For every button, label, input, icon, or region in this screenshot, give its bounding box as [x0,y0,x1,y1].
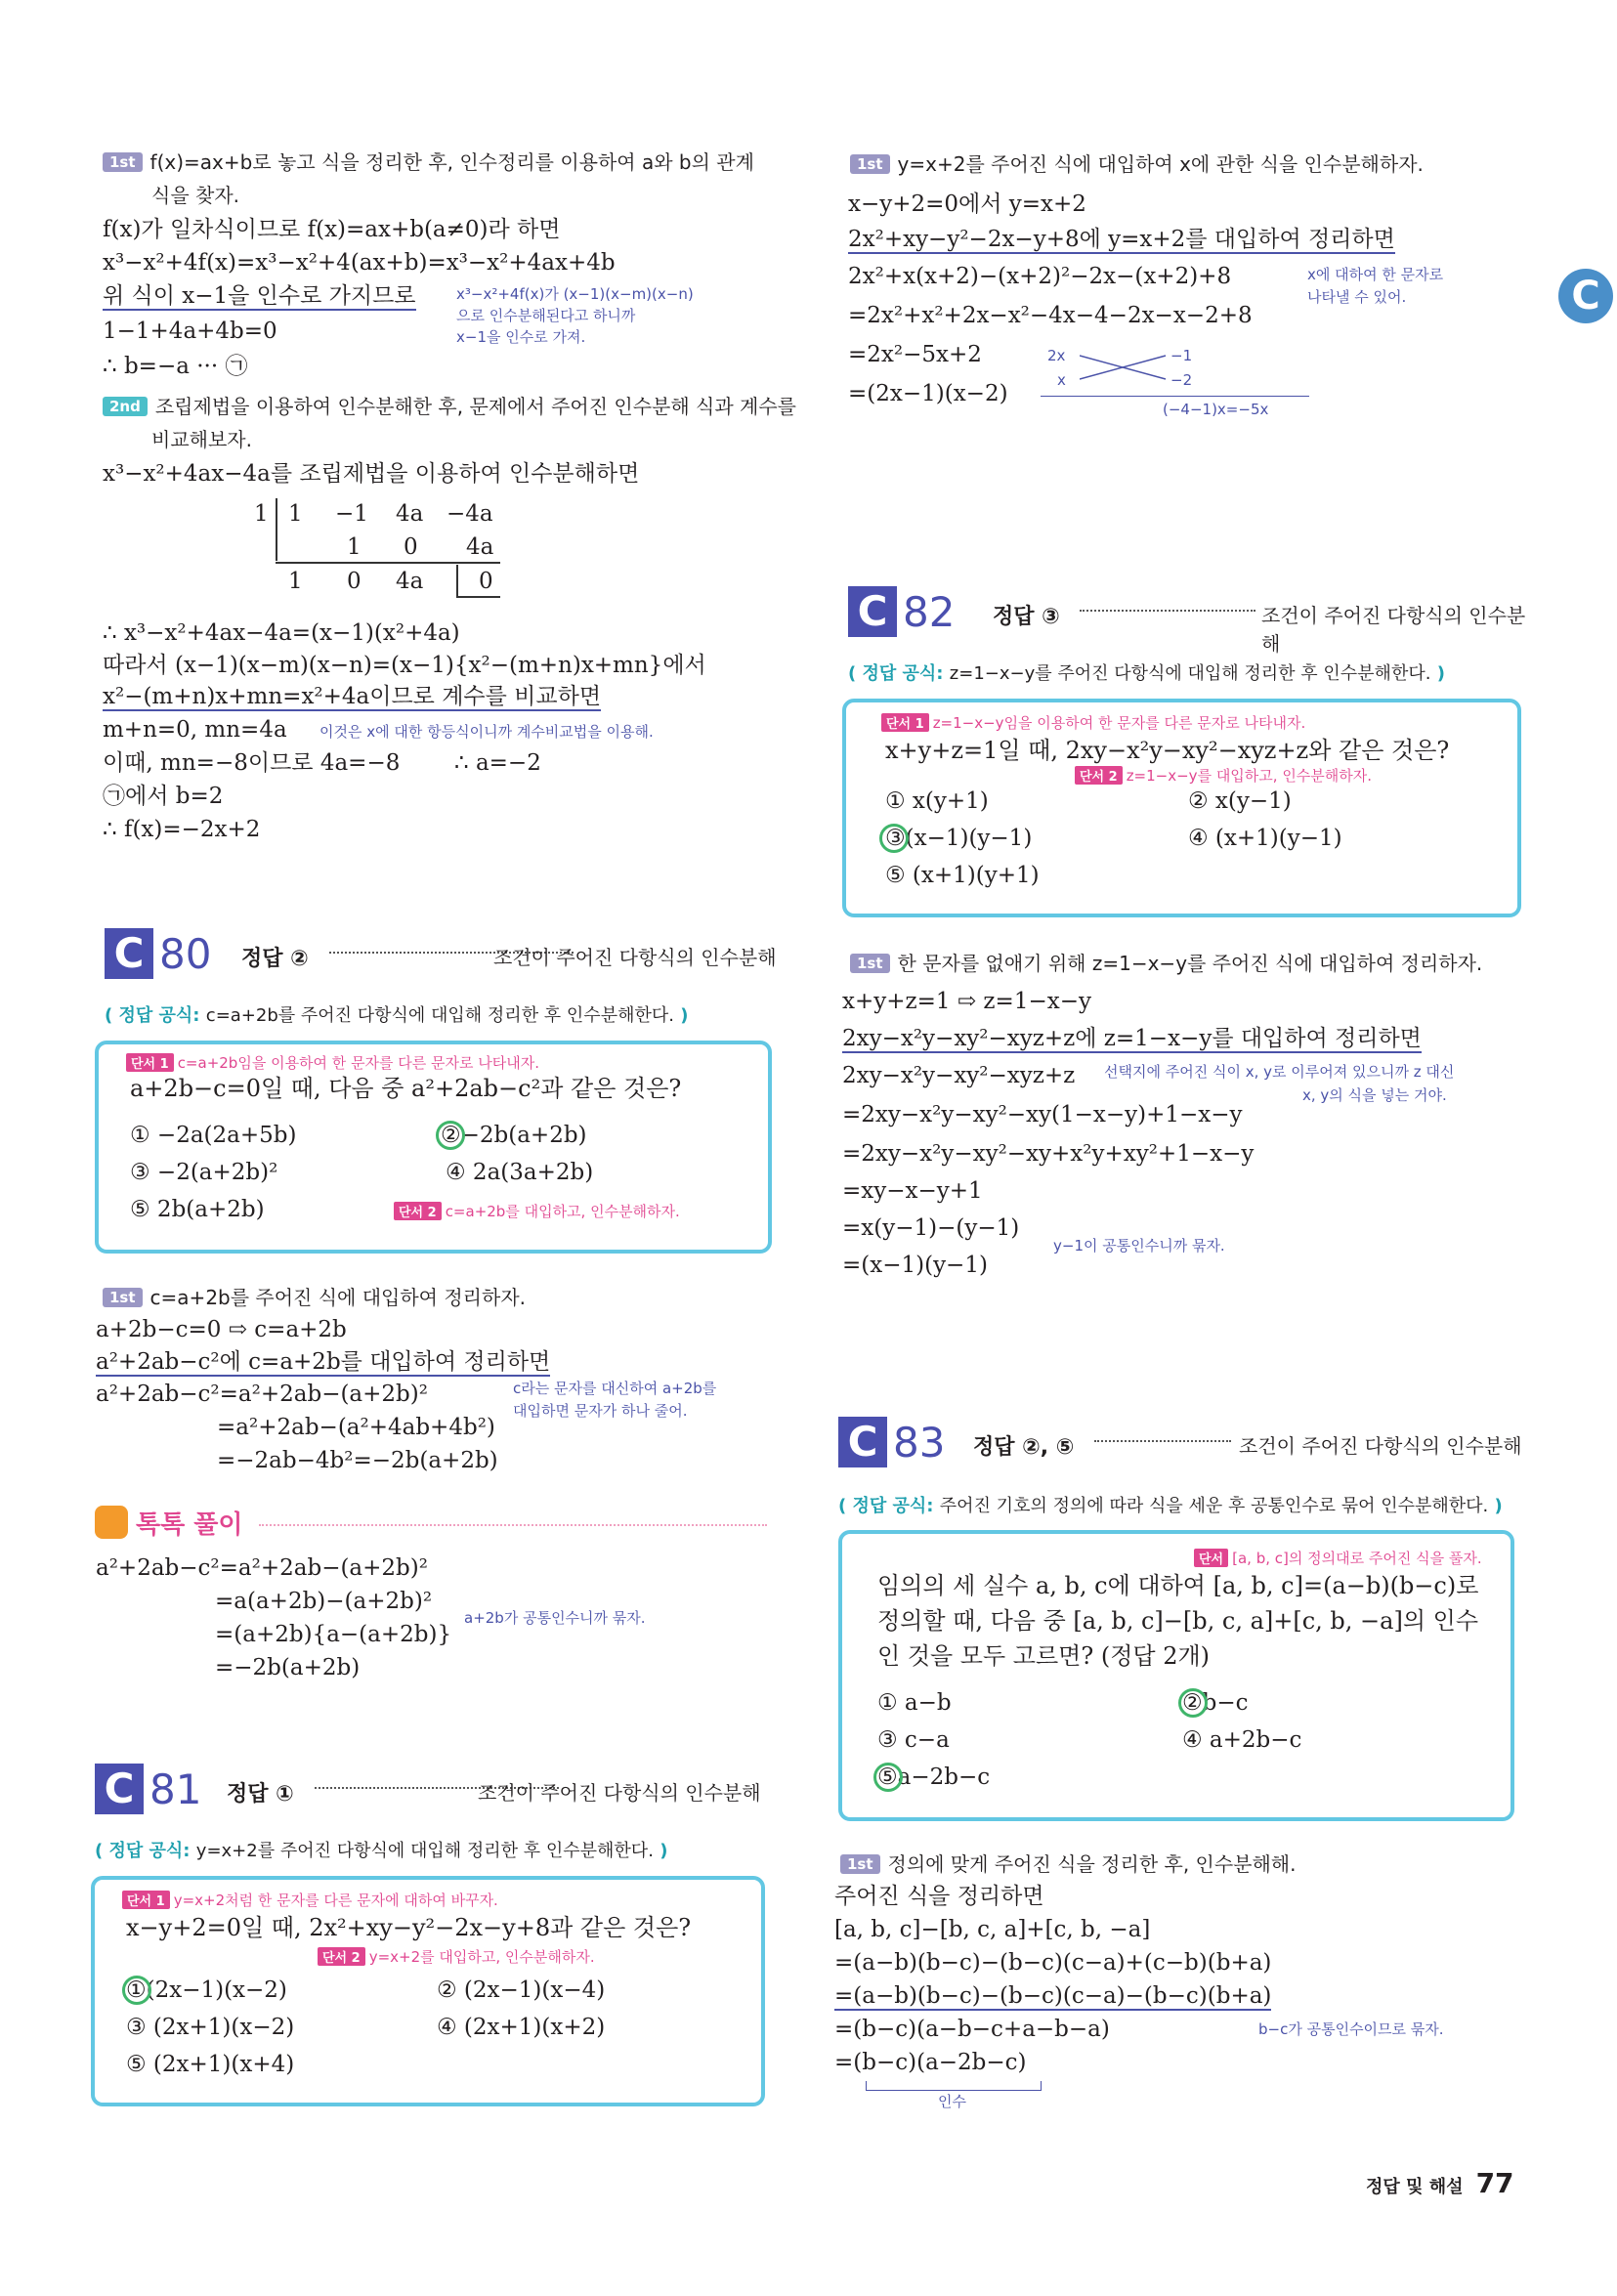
side-note: 나타낼 수 있어. [1307,288,1407,306]
choice: ① −2a(2a+5b) [130,1123,297,1148]
problem-80-header [105,928,779,983]
choice-correct: ②−2b(a+2b) [441,1123,587,1148]
step-badge: 1st [850,954,890,973]
choice: ③ (2x+1)(x−2) [126,2015,295,2040]
side-note: 이것은 x에 대한 항등식이니까 계수비교법을 이용해. [319,723,654,741]
problem-82-header [848,586,1532,656]
math-line: =2x²−5x+2 [848,342,982,367]
c-label: C [848,586,897,637]
synth-cell: 4a [466,534,494,560]
problem-83-box [838,1530,1514,1821]
side-note: x³−x²+4f(x)가 (x−1)(x−m)(x−n) [456,285,694,303]
question: x−y+2=0일 때, 2x²+xy−y²−2x−y+8과 같은 것은? [126,1914,692,1941]
synth-cell: 1 [347,534,362,560]
math-line: =(a−b)(b−c)−(b−c)(c−a)−(b−c)(b+a) [834,1983,1271,2011]
choice-correct: ③(x−1)(y−1) [885,826,1033,851]
math-line: =−2b(a+2b) [215,1655,361,1680]
math-line: 2xy−x²y−xy²−xyz+z [842,1063,1076,1088]
c-label: C [95,1764,144,1814]
side-note: a+2b가 공통인수니까 묶자. [464,1609,646,1627]
synth-cell: −1 [335,501,368,527]
solution-heading: 1st y=x+2를 주어진 식에 대입하여 x에 관한 식을 인수분해하자. [850,149,1424,177]
formula-note: ( 정답 공식: c=a+2b를 주어진 다항식에 대입해 정리한 후 인수분해한다. ) [105,1005,689,1026]
answer-circle [873,1763,903,1792]
formula-note: ( 정답 공식: z=1−x−y를 주어진 다항식에 대입해 정리한 후 인수분해한다. ) [848,663,1445,684]
math-line: =(b−c)(a−2b−c) [834,2050,1027,2075]
question: 임의의 세 실수 a, b, c에 대하여 [a, b, c]=(a−b)(b−c)로 [877,1572,1479,1599]
side-note: x, y의 식을 넣는 거야. [1302,1086,1447,1104]
answer: 정답 ② [241,947,309,971]
choice: ④ 2a(3a+2b) [446,1160,594,1185]
solution-heading: 1st 한 문자를 없애기 위해 z=1−x−y를 주어진 식에 대입하여 정리하자. [850,948,1482,976]
math-line: x+y+z=1 ⇨ z=1−x−y [842,989,1091,1014]
math-line: x³−x²+4f(x)=x³−x²+4(ax+b)=x³−x²+4ax+4b [103,250,616,276]
math-line: ∴ f(x)=−2x+2 [103,817,261,842]
synth-cell: 0 [479,569,493,594]
formula-note: ( 정답 공식: y=x+2를 주어진 다항식에 대입해 정리한 후 인수분해한다. ) [95,1841,668,1861]
topic: 조건이 주어진 다항식의 인수분해 [493,946,777,969]
math-line: =2xy−x²y−xy²−xy(1−x−y)+1−x−y [842,1102,1243,1127]
choice-correct: ⑤a−2b−c [877,1765,991,1790]
synth-cell: 4a [396,501,424,527]
step-badge: 1st [103,152,143,172]
problem-82-box [842,699,1521,917]
math-line: =a(a+2b)−(a+2b)² [215,1589,433,1614]
math-line: ㉠에서 b=2 [103,784,224,809]
step-badge: 2nd [103,397,148,416]
math-line: a²+2ab−c²에 c=a+2b를 대입하여 정리하면 [96,1349,550,1377]
step1-heading-cont: 식을 찾자. [151,184,239,207]
problem-number: 82 [903,588,956,636]
hint: 단서 2 c=a+2b를 대입하고, 인수분해하자. [394,1201,680,1221]
hint: 단서 [a, b, c]의 정의대로 주어진 식을 풀자. [1194,1548,1482,1568]
c-label: C [838,1417,887,1467]
problem-81-header [95,1764,779,1818]
math-line: =a²+2ab−(a²+4ab+4b²) [217,1415,495,1440]
synth-cell: 1 [288,569,303,594]
side-note: 선택지에 주어진 식이 x, y로 이루어져 있으니까 z 대신 [1104,1063,1455,1081]
math-line: m+n=0, mn=4a [103,717,287,743]
cross-result: (−4−1)x=−5x [1163,401,1269,418]
problem-83-header [838,1417,1522,1471]
cross-term: −1 [1170,347,1193,364]
synth-root: 1 [254,501,269,527]
question: a+2b−c=0일 때, 다음 중 a²+2ab−c²과 같은 것은? [130,1075,682,1102]
question: x+y+z=1일 때, 2xy−x²y−xy²−xyz+z와 같은 것은? [885,737,1450,764]
c-label: C [105,928,153,979]
choice: ⑤ (x+1)(y+1) [885,863,1040,888]
answer: 정답 ③ [993,605,1060,629]
factor-bracket [866,2081,1042,2091]
step-badge: 1st [840,1854,880,1874]
choice-correct: ②b−c [1182,1690,1249,1716]
math-line: f(x)가 일차식이므로 f(x)=ax+b(a≠0)라 하면 [103,217,561,242]
cross-term: −2 [1170,371,1193,389]
cross-term: 2x [1047,347,1066,364]
math-line: a+2b−c=0 ⇨ c=a+2b [96,1317,347,1342]
math-line: [a, b, c]−[b, c, a]+[c, b, −a] [834,1917,1151,1942]
math-line: 2x²+xy−y²−2x−y+8에 y=x+2를 대입하여 정리하면 [848,227,1395,254]
hint: 단서 2 y=x+2를 대입하고, 인수분해하자. [318,1946,595,1967]
math-line: 2x²+x(x+2)−(x+2)²−2x−(x+2)+8 [848,264,1232,289]
math-line: =2x²+x²+2x−x²−4x−4−2x−x−2+8 [848,303,1253,328]
topic: 조건이 주어진 다항식의 인수분해 [1239,1434,1522,1458]
side-note: c라는 문자를 대신하여 a+2b를 [513,1380,717,1397]
topic: 조건이 주어진 다항식의 인수분해 [478,1781,761,1805]
answer: 정답 ① [227,1782,294,1807]
cross-lines [1080,352,1168,383]
problem-number: 81 [149,1765,202,1813]
math-line: ∴ x³−x²+4ax−4a=(x−1)(x²+4a) [103,620,460,646]
math-line: 1−1+4a+4b=0 [103,319,277,344]
question: 인 것을 모두 고르면? (정답 2개) [877,1642,1211,1670]
side-note: y−1이 공통인수니까 묶자. [1053,1237,1225,1254]
problem-81-box [91,1876,765,2106]
side-note: 대입하면 문자가 하나 줄어. [513,1402,688,1420]
answer: 정답 ②, ⑤ [973,1435,1075,1460]
choice: ④ (x+1)(y−1) [1188,826,1342,851]
hint: 단서 1 c=a+2b임을 이용하여 한 문자를 다른 문자로 나타내자. [126,1052,539,1073]
math-line: 주어진 식을 정리하면 [834,1884,1044,1909]
answer-circle [1178,1688,1208,1718]
math-line: =(a+2b){a−(a+2b)} [215,1622,452,1647]
step2-heading: 2nd 조립제법을 이용하여 인수분해한 후, 문제에서 주어진 인수분해 식과 계수를 [103,391,796,419]
math-line: =2xy−x²y−xy²−xy+x²y+xy²+1−x−y [842,1141,1255,1167]
math-line: 이때, mn=−8이므로 4a=−8 [103,750,401,776]
cross-term: x [1057,371,1066,389]
step1-heading: 1st f(x)=ax+b로 놓고 식을 정리한 후, 인수정리를 이용하여 a와 b의 관계 [103,147,754,175]
math-line: =(2x−1)(x−2) [848,381,1008,406]
tok-icon [95,1506,128,1539]
step2-heading-cont: 비교해보자. [151,428,252,451]
math-line: =(a−b)(b−c)−(b−c)(c−a)+(c−b)(b+a) [834,1950,1272,1976]
problem-number: 83 [893,1419,946,1467]
synth-cell: 0 [404,534,418,560]
choice: ① x(y+1) [885,788,989,814]
choice: ④ (2x+1)(x+2) [437,2015,606,2040]
math-line: x−y+2=0에서 y=x+2 [848,191,1086,217]
section-tab: C [1558,269,1613,323]
math-line: x²−(m+n)x+mn=x²+4a이므로 계수를 비교하면 [103,684,601,711]
choice: ⑤ (2x+1)(x+4) [126,2052,295,2077]
math-line: ∴ b=−a ··· ㉠ [103,354,248,379]
choice: ③ −2(a+2b)² [130,1160,278,1185]
question: 정의할 때, 다음 중 [a, b, c]−[b, c, a]+[c, b, −a]의 인수 [877,1607,1479,1635]
math-line: =(x−1)(y−1) [842,1253,988,1278]
side-note: x에 대하여 한 문자로 [1307,266,1444,283]
hint: 단서 1 y=x+2처럼 한 문자를 다른 문자에 대하여 바꾸자. [122,1890,498,1910]
synth-cell: 4a [396,569,424,594]
side-note: b−c가 공통인수이므로 묶자. [1258,2020,1444,2038]
math-line: a²+2ab−c²=a²+2ab−(a+2b)² [96,1382,428,1407]
synth-cell: 0 [347,569,362,594]
choice-correct: ①(2x−1)(x−2) [126,1977,287,2003]
answer-circle [436,1121,465,1150]
synth-cell: 1 [288,501,303,527]
side-note: 으로 인수분해된다고 하니까 [456,307,636,324]
math-line: ∴ a=−2 [454,750,541,776]
choice: ⑤ 2b(a+2b) [130,1197,265,1222]
choice: ① a−b [877,1690,952,1716]
math-line: =xy−x−y+1 [842,1178,983,1204]
math-line: a²+2ab−c²=a²+2ab−(a+2b)² [96,1555,428,1581]
choice: ③ c−a [877,1727,950,1753]
side-note: x−1을 인수로 가져. [456,328,586,346]
solution-heading: 1st 정의에 맞게 주어진 식을 정리한 후, 인수분해해. [840,1849,1297,1877]
math-line: 위 식이 x−1을 인수로 가지므로 [103,283,416,311]
answer-circle [879,824,909,853]
page-footer [1366,2167,1514,2199]
solution-heading: 1st c=a+2b를 주어진 식에 대입하여 정리하자. [103,1282,526,1310]
math-line: =−2ab−4b²=−2b(a+2b) [217,1448,498,1473]
step-badge: 1st [850,154,890,174]
hint: 단서 2 z=1−x−y를 대입하고, 인수분해하자. [1075,765,1372,786]
math-line: 2xy−x²y−xy²−xyz+z에 z=1−x−y를 대입하여 정리하면 [842,1026,1422,1053]
math-line: =x(y−1)−(y−1) [842,1215,1020,1241]
math-line: x³−x²+4ax−4a를 조립제법을 이용하여 인수분해하면 [103,461,640,487]
problem-number: 80 [159,930,212,978]
math-line: =(b−c)(a−b−c+a−b−a) [834,2017,1110,2042]
problem-80-box [95,1041,772,1254]
factor-label: 인수 [938,2093,966,2110]
formula-note: ( 정답 공식: 주어진 기호의 정의에 따라 식을 세운 후 공통인수로 묶어 인수분해한다. ) [838,1496,1503,1516]
synth-cell: −4a [447,501,493,527]
choice: ② (2x−1)(x−4) [437,1977,606,2003]
page-number: 77 [1475,2167,1514,2199]
footer-label: 정답 및 해설 [1366,2177,1464,2197]
math-line: 따라서 (x−1)(x−m)(x−n)=(x−1){x²−(m+n)x+mn}에서 [103,653,706,678]
choice: ② x(y−1) [1188,788,1292,814]
choice: ④ a+2b−c [1182,1727,1302,1753]
answer-circle [122,1976,151,2005]
step-badge: 1st [103,1288,143,1307]
tok-title: 톡톡 풀이 [95,1505,243,1541]
topic: 조건이 주어진 다항식의 인수분해 [1261,604,1526,656]
hint: 단서 1 z=1−x−y임을 이용하여 한 문자를 다른 문자로 나타내자. [881,712,1305,733]
